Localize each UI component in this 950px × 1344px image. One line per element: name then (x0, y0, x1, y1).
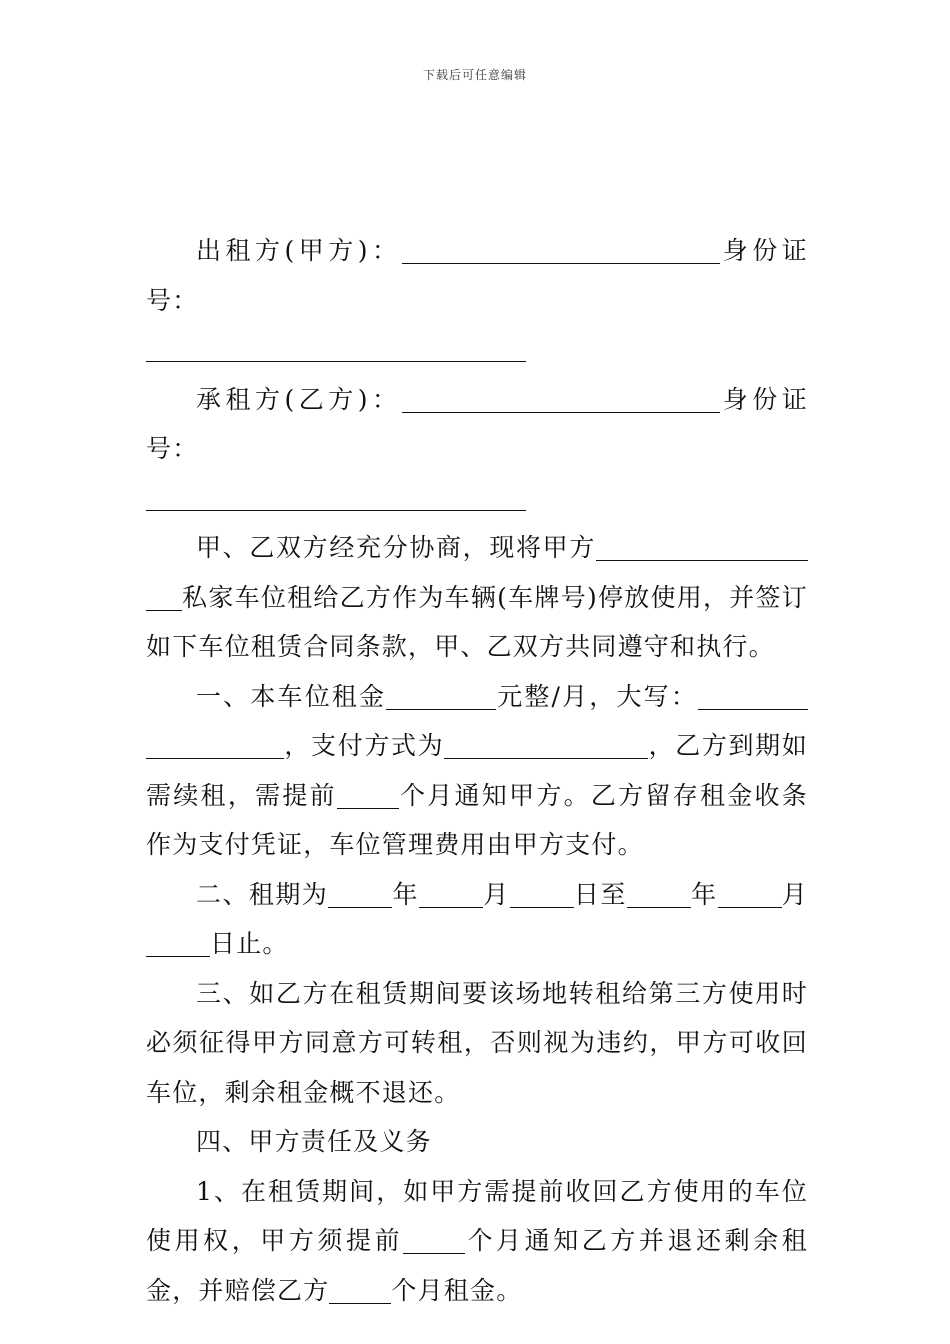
party-b-label: 承租方(乙方)： (196, 384, 402, 414)
end-day-blank[interactable] (146, 928, 210, 957)
party-a-id-blank[interactable] (146, 333, 526, 362)
start-year-blank[interactable] (328, 879, 392, 908)
clause-4-item-1-text-1: 1、在租赁期间，如甲方需提前收回乙方使用的车位使用权，甲方须提前 (146, 1176, 808, 1255)
start-month-blank[interactable] (419, 879, 483, 908)
intro-location-blank-b[interactable] (146, 582, 182, 611)
party-b-id-label: 身份证号： (146, 384, 808, 463)
payment-method-blank[interactable] (444, 730, 648, 759)
clause-4-item-1-text-2: 个月通知乙方并退还剩余租金，并赔偿乙方 (146, 1226, 808, 1305)
reclaim-notice-months-blank[interactable] (403, 1225, 465, 1254)
rent-amount-blank[interactable] (386, 681, 496, 710)
party-a-line (146, 226, 808, 325)
renewal-notice-months-blank[interactable] (337, 780, 399, 809)
intro-text-2: 私家车位租给乙方作为车辆(车牌号)停放使用，并签订如下车位租赁合同条款，甲、乙双方共同遵守和执行。 (146, 582, 808, 661)
party-b-name-blank[interactable] (402, 384, 720, 413)
header-note: 下载后可任意编辑 (422, 68, 527, 82)
party-b-line (146, 375, 808, 474)
clause-1-text-5: 个月通知甲方。乙方留存租金收条作为支付凭证，车位管理费用由甲方支付。 (146, 780, 808, 859)
party-a-id-label: 身份证号： (146, 236, 808, 315)
party-b-id-line (146, 474, 808, 524)
clause-2-year-2: 年 (690, 879, 718, 909)
clause-1-paragraph (146, 672, 808, 870)
end-year-blank[interactable] (627, 879, 691, 908)
clause-1-text-4: ，乙方到期如需续租，需提前 (146, 731, 809, 810)
party-a-id-line (146, 325, 808, 375)
clause-4-item-1 (146, 1167, 808, 1316)
party-a-name-blank[interactable] (402, 235, 720, 264)
clause-1-text-1: 一、本车位租金 (196, 681, 387, 711)
party-b-id-blank[interactable] (146, 482, 526, 511)
clause-4-item-1-text-3: 个月租金。 (391, 1275, 523, 1305)
clause-1-text-2: 元整/月，大写： (496, 681, 698, 711)
start-day-blank[interactable] (510, 879, 574, 908)
clause-2-day-to: 日至 (573, 879, 627, 909)
contract-body (146, 226, 808, 1315)
clause-2-day-end: 日止。 (210, 929, 289, 958)
compensation-months-blank[interactable] (329, 1275, 391, 1304)
clause-2-month-2: 月 (781, 879, 808, 909)
intro-paragraph (146, 523, 808, 672)
clause-2-paragraph (146, 870, 808, 969)
clause-1-text-3: ，支付方式为 (284, 731, 445, 760)
clause-2-year-1: 年 (392, 879, 419, 909)
intro-location-blank-a[interactable] (596, 532, 808, 561)
end-month-blank[interactable] (718, 879, 782, 908)
intro-text-1: 甲、乙双方经充分协商，现将甲方 (196, 533, 596, 562)
clause-2-text-1: 二、租期为 (196, 879, 329, 909)
party-a-label: 出租方(甲方)： (196, 236, 402, 265)
clause-3-paragraph: 三、如乙方在租赁期间要该场地转租给第三方使用时必须征得甲方同意方可转租，否则视为违约，甲方可收回车位，剩余租金概不退还。 (146, 978, 808, 1107)
rent-uppercase-blank-a[interactable] (698, 681, 808, 710)
rent-uppercase-blank-b[interactable] (146, 730, 284, 759)
clause-4-title: 四、甲方责任及义务 (196, 1127, 432, 1156)
clause-2-month-1: 月 (482, 879, 510, 909)
